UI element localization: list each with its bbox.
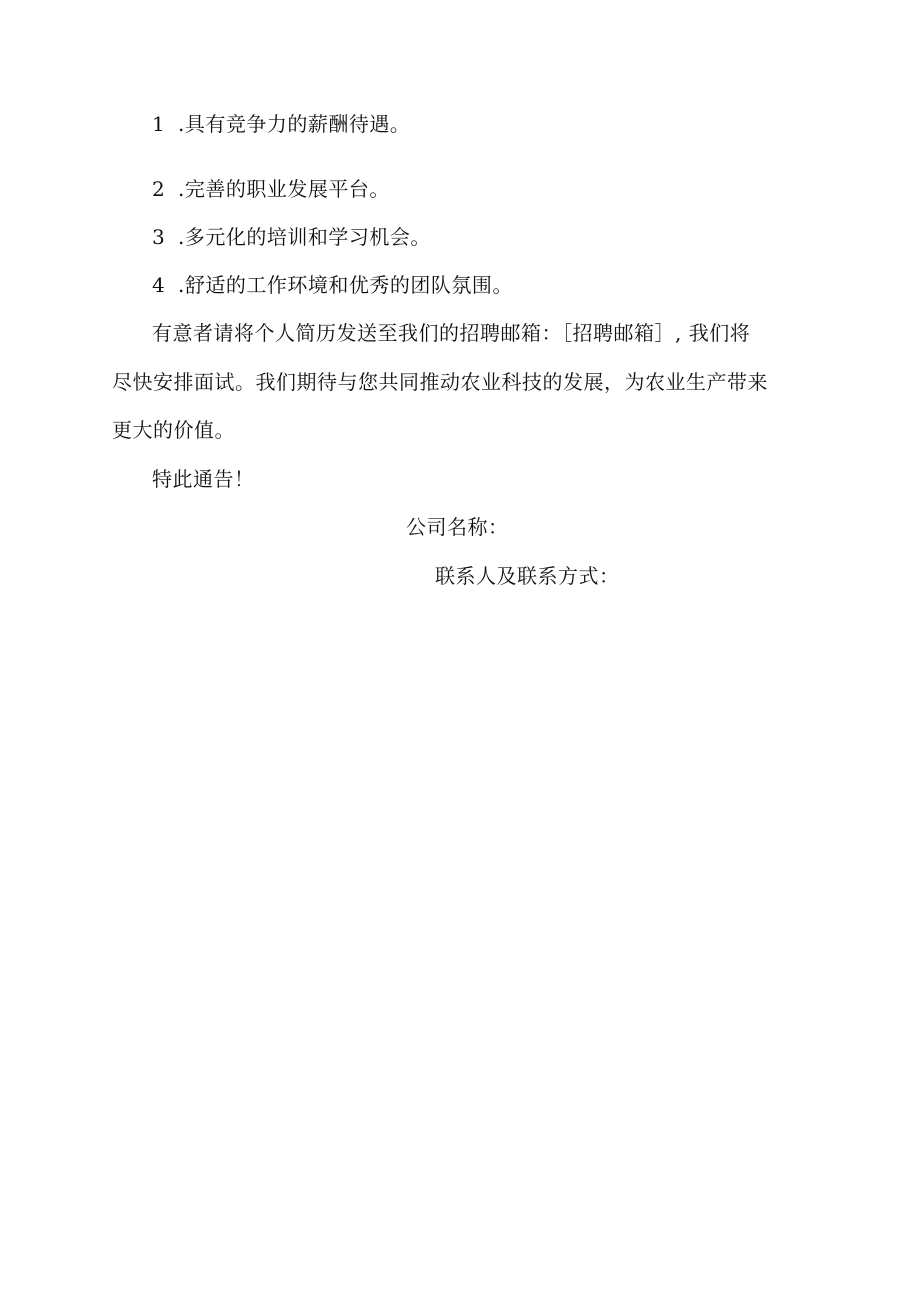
benefit-text: .完善的职业发展平台。 — [178, 177, 390, 201]
benefit-number: 2 — [152, 177, 166, 201]
benefit-item-2 — [152, 175, 390, 203]
benefit-text: .舒适的工作环境和优秀的团队氛围。 — [178, 273, 513, 297]
benefit-item-4 — [152, 271, 513, 299]
benefit-number: 4 — [152, 273, 166, 297]
application-paragraph-line-3: 更大的价值。 — [112, 418, 235, 442]
benefit-text: .多元化的培训和学习机会。 — [178, 225, 431, 249]
benefit-text: .具有竞争力的薪酬待遇。 — [178, 112, 411, 136]
application-paragraph-line-2: 尽快安排面试。我们期待与您共同推动农业科技的发展，为农业生产带来 — [112, 370, 768, 394]
contact-label: 联系人及联系方式： — [435, 564, 620, 588]
closing-statement: 特此通告！ — [152, 467, 255, 491]
benefit-number: 1 — [152, 112, 166, 136]
application-paragraph-line-1: 有意者请将个人简历发送至我们的招聘邮箱：［招聘邮箱］, 我们将 — [152, 321, 751, 345]
company-name-label: 公司名称： — [406, 515, 509, 539]
benefit-item-3 — [152, 223, 431, 251]
benefit-number: 3 — [152, 225, 166, 249]
benefit-item-1 — [152, 110, 410, 138]
